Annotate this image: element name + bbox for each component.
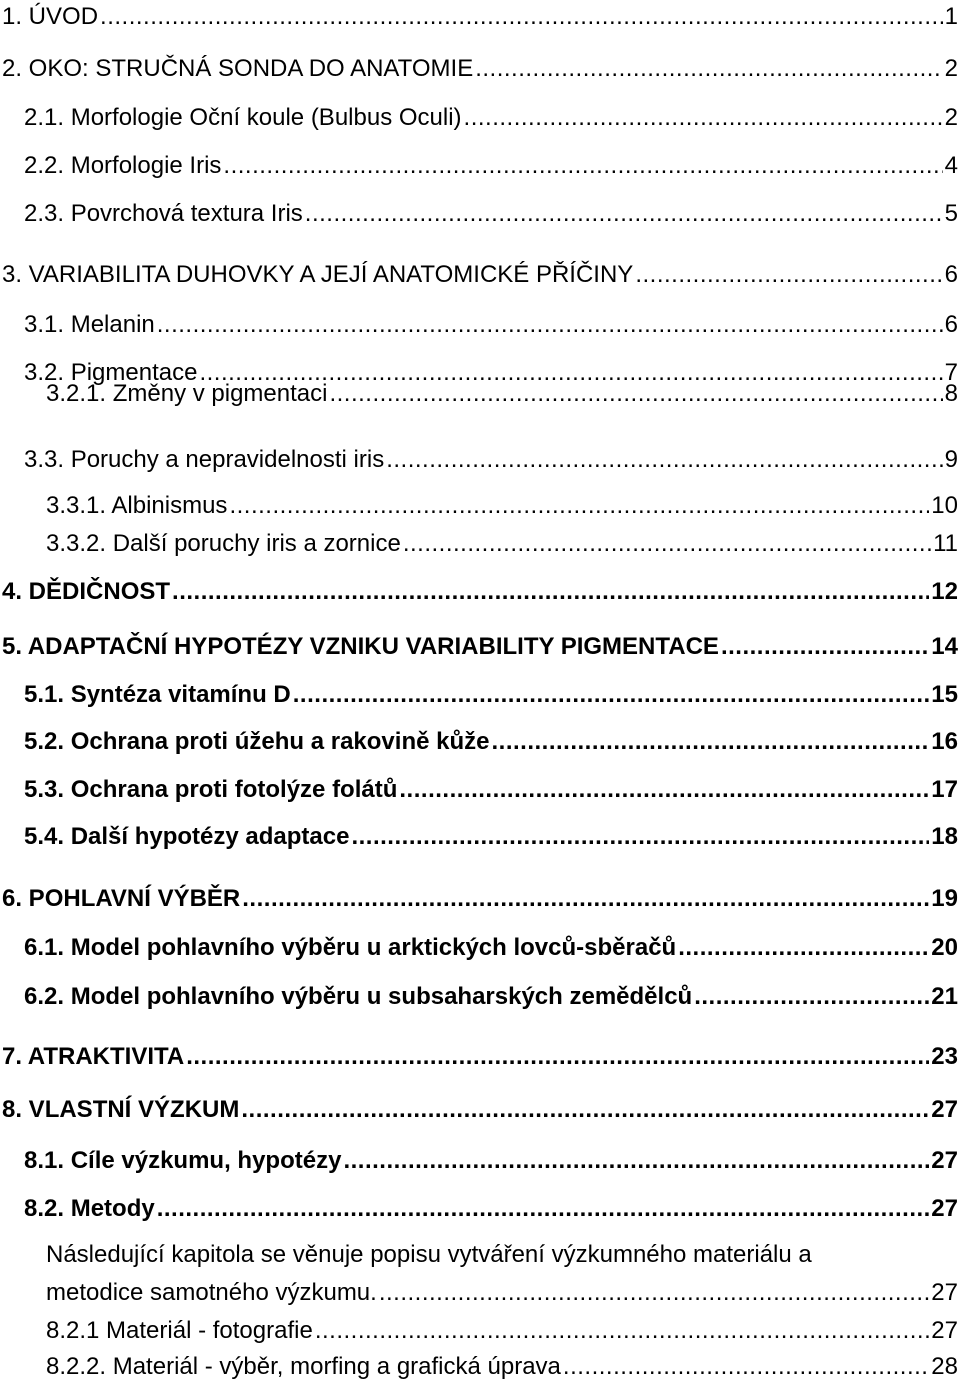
toc-entry-title: 3.3.2. Další poruchy iris a zornice [46,530,401,557]
toc-dot-leader [694,982,929,1012]
toc-entry-title: 6.1. Model pohlavního výběru u arktických lovců-sběračů [24,934,677,961]
toc-entry-page: 27 [931,1279,958,1306]
toc-entry-title: 8.2.2. Materiál - výběr, morfing a grafická úprava [46,1353,561,1380]
toc-entry-title: 5.2. Ochrana proti úžehu a rakovině kůže [24,728,490,755]
toc-entry[interactable] [24,445,958,475]
toc-entry[interactable] [46,491,958,521]
toc-entry[interactable] [24,103,958,133]
toc-entry-title: 4. DĚDIČNOST [2,578,171,605]
toc-entry-title: 2.3. Povrchová textura Iris [24,200,303,227]
toc-entry[interactable] [2,1042,958,1072]
toc-paragraph-line [46,1236,958,1274]
toc-entry-title: 1. ÚVOD [2,3,99,30]
toc-dot-leader [399,775,929,805]
toc-entry[interactable] [24,199,958,229]
toc-dot-leader [563,1352,929,1382]
toc-dot-leader [464,103,943,133]
toc-entry[interactable] [46,1278,958,1308]
toc-entry[interactable] [2,632,958,662]
toc-dot-leader [343,1146,929,1176]
toc-entry[interactable] [46,1352,958,1382]
toc-dot-leader [242,884,929,914]
toc-dot-leader [721,632,929,662]
toc-entry-page: 18 [931,823,958,850]
toc-entry-page: 2 [944,104,958,131]
toc-entry-page: 15 [931,681,958,708]
toc-entry-title: 5.3. Ochrana proti fotolýze folátů [24,776,398,803]
toc-entry-page: 8 [944,380,958,407]
toc-dot-leader [186,1042,929,1072]
toc-entry[interactable] [2,1095,958,1125]
toc-entry-page: 10 [931,492,958,519]
toc-dot-leader [386,445,942,475]
toc-entry-page: 6 [944,311,958,338]
toc-entry[interactable] [24,933,958,963]
toc-entry-title: 8.2.1 Materiál - fotografie [46,1317,313,1344]
toc-entry-page: 17 [931,776,958,803]
toc-entry-page: 19 [931,885,958,912]
toc-entry-page: 11 [933,530,958,557]
toc-dot-leader [379,1278,929,1308]
toc-entry[interactable] [24,151,958,181]
toc-dot-leader [172,577,929,607]
toc-entry-title: metodice samotného výzkumu. [46,1279,377,1306]
toc-entry[interactable] [24,680,958,710]
toc-dot-leader [491,727,929,757]
toc-entry-page: 6 [944,261,958,288]
toc-entry-title: 5.1. Syntéza vitamínu D [24,681,291,708]
toc-entry[interactable] [24,1194,958,1224]
toc-dot-leader [329,379,942,409]
toc-entry-page: 27 [931,1317,958,1344]
toc-entry-title: 6.2. Model pohlavního výběru u subsaharských zemědělců [24,983,693,1010]
toc-entry[interactable] [2,2,958,32]
toc-entry-page: 7 [944,359,958,386]
toc-entry[interactable] [2,260,958,290]
toc-entry-title: 7. ATRAKTIVITA [2,1043,185,1070]
toc-entry-title: 6. POHLAVNÍ VÝBĚR [2,885,241,912]
toc-dot-leader [635,260,942,290]
toc-entry[interactable] [24,775,958,805]
toc-entry-page: 27 [931,1147,958,1174]
toc-dot-leader [475,54,942,84]
toc-entry-title: 8.1. Cíle výzkumu, hypotézy [24,1147,342,1174]
toc-entry-title: 3. VARIABILITA DUHOVKY A JEJÍ ANATOMICKÉ PŘÍČINY [2,261,634,288]
toc-entry-page: 14 [931,633,958,660]
toc-entry-title: 8.2. Metody [24,1195,155,1222]
toc-dot-leader [157,1194,930,1224]
toc-dot-leader [229,491,929,521]
toc-entry-page: 28 [931,1353,958,1380]
toc-entry-title: 2. OKO: STRUČNÁ SONDA DO ANATOMIE [2,55,474,82]
toc-entry[interactable] [24,727,958,757]
toc-entry-page: 16 [931,728,958,755]
toc-dot-leader [241,1095,929,1125]
toc-entry[interactable] [46,1316,958,1346]
toc-entry[interactable] [2,577,958,607]
toc-entry-page: 12 [931,578,958,605]
toc-dot-leader [223,151,942,181]
toc-entry-title: 3.2.1. Změny v pigmentaci [46,380,328,407]
toc-entry-title: 5.4. Další hypotézy adaptace [24,823,350,850]
toc-dot-leader [315,1316,929,1346]
toc-entry-page: 27 [931,1096,958,1123]
toc-entry-page: 5 [944,200,958,227]
toc-entry[interactable] [24,822,958,852]
toc-entry[interactable] [24,982,958,1012]
toc-entry[interactable] [24,1146,958,1176]
toc-dot-leader [678,933,929,963]
toc-entry-title: 3.3.1. Albinismus [46,492,228,519]
toc-entry[interactable] [2,54,958,84]
toc-entry-title: 3.1. Melanin [24,311,155,338]
toc-dot-leader [403,529,931,559]
toc-paragraph-text: Následující kapitola se věnuje popisu vytváření výzkumného materiálu a [46,1241,812,1268]
toc-entry[interactable] [24,310,958,340]
toc-entry-page: 27 [931,1195,958,1222]
toc-entry-title: 5. ADAPTAČNÍ HYPOTÉZY VZNIKU VARIABILITY PIGMENTACE [2,633,719,660]
toc-entry-page: 4 [944,152,958,179]
toc-entry-page: 21 [931,983,958,1010]
toc-dot-leader [305,199,943,229]
toc-entry-page: 1 [944,3,958,30]
toc-entry-title: 3.2. Pigmentace [24,359,198,386]
toc-entry-title: 2.1. Morfologie Oční koule (Bulbus Oculi) [24,104,462,131]
toc-entry-title: 3.3. Poruchy a nepravidelnosti iris [24,446,385,473]
toc-entry-page: 20 [931,934,958,961]
toc-dot-leader [100,2,943,32]
toc-dot-leader [293,680,930,710]
toc-entry-page: 2 [944,55,958,82]
toc-dot-leader [351,822,929,852]
toc-dot-leader [157,310,943,340]
toc-entry-page: 9 [944,446,958,473]
toc-entry-page: 23 [931,1043,958,1070]
toc-entry[interactable] [2,884,958,914]
toc-entry-title: 8. VLASTNÍ VÝZKUM [2,1096,240,1123]
toc-entry-title: 2.2. Morfologie Iris [24,152,222,179]
toc-entry[interactable] [46,379,958,409]
toc-entry[interactable] [46,529,958,559]
